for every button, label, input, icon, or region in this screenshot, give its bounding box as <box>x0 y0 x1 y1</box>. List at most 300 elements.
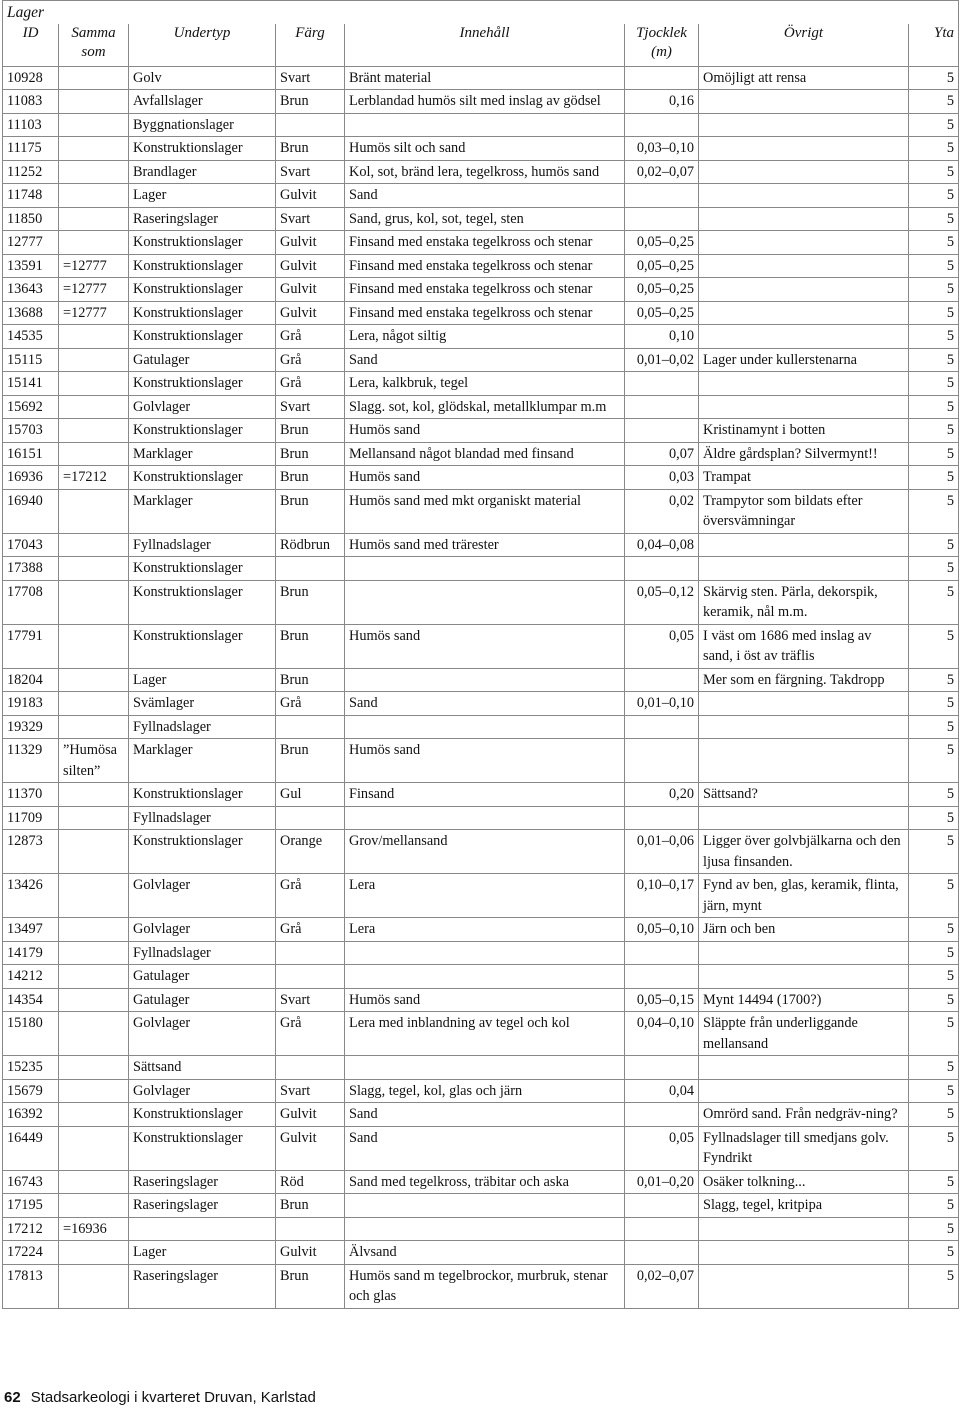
cell-farg <box>276 1056 345 1080</box>
cell-innehall: Kol, sot, bränd lera, tegelkross, humös sand <box>345 160 625 184</box>
cell-undertyp: Raseringslager <box>129 207 276 231</box>
cell-yta: 5 <box>909 783 959 807</box>
table-row <box>3 466 959 490</box>
layer-table <box>2 0 959 1309</box>
cell-id: 16743 <box>3 1170 59 1194</box>
cell-tjocklek: 0,02–0,07 <box>625 1264 699 1308</box>
table-row <box>3 783 959 807</box>
cell-undertyp: Marklager <box>129 489 276 533</box>
cell-id: 17043 <box>3 533 59 557</box>
cell-undertyp: Marklager <box>129 739 276 783</box>
cell-farg <box>276 113 345 137</box>
cell-undertyp: Konstruktionslager <box>129 137 276 161</box>
table-row <box>3 533 959 557</box>
cell-undertyp: Konstruktionslager <box>129 1103 276 1127</box>
cell-undertyp: Konstruktionslager <box>129 783 276 807</box>
cell-ovrigt <box>699 184 909 208</box>
cell-samma-som <box>59 90 129 114</box>
cell-samma-som <box>59 419 129 443</box>
cell-ovrigt <box>699 278 909 302</box>
cell-yta: 5 <box>909 580 959 624</box>
cell-farg <box>276 1217 345 1241</box>
cell-id: 11748 <box>3 184 59 208</box>
table-row <box>3 231 959 255</box>
cell-tjocklek <box>625 1194 699 1218</box>
cell-innehall <box>345 806 625 830</box>
cell-undertyp: Konstruktionslager <box>129 278 276 302</box>
table-row <box>3 965 959 989</box>
cell-ovrigt <box>699 1217 909 1241</box>
cell-yta: 5 <box>909 533 959 557</box>
cell-farg: Gulvit <box>276 184 345 208</box>
cell-yta: 5 <box>909 160 959 184</box>
cell-farg: Brun <box>276 466 345 490</box>
cell-yta: 5 <box>909 66 959 90</box>
cell-undertyp: Gatulager <box>129 348 276 372</box>
cell-ovrigt <box>699 137 909 161</box>
cell-innehall <box>345 1217 625 1241</box>
cell-id: 11850 <box>3 207 59 231</box>
cell-id: 15235 <box>3 1056 59 1080</box>
cell-farg: Gulvit <box>276 1103 345 1127</box>
cell-yta: 5 <box>909 874 959 918</box>
cell-innehall: Humös sand <box>345 739 625 783</box>
cell-ovrigt <box>699 301 909 325</box>
cell-innehall <box>345 941 625 965</box>
cell-undertyp: Brandlager <box>129 160 276 184</box>
cell-samma-som <box>59 1194 129 1218</box>
cell-id: 16936 <box>3 466 59 490</box>
page-number: 62 <box>4 1389 21 1406</box>
table-row <box>3 419 959 443</box>
cell-yta: 5 <box>909 231 959 255</box>
cell-ovrigt <box>699 372 909 396</box>
cell-undertyp: Gatulager <box>129 965 276 989</box>
cell-farg: Gul <box>276 783 345 807</box>
cell-ovrigt: Kristinamynt i botten <box>699 419 909 443</box>
cell-samma-som: =16936 <box>59 1217 129 1241</box>
cell-innehall <box>345 965 625 989</box>
cell-samma-som <box>59 783 129 807</box>
cell-samma-som <box>59 1056 129 1080</box>
publication-title: Stadsarkeologi i kvarteret Druvan, Karlstad <box>30 1389 316 1406</box>
cell-farg: Gulvit <box>276 254 345 278</box>
cell-tjocklek <box>625 806 699 830</box>
cell-yta: 5 <box>909 692 959 716</box>
cell-innehall: Finsand med enstaka tegelkross och stenar <box>345 254 625 278</box>
cell-innehall: Lera <box>345 874 625 918</box>
cell-samma-som <box>59 1012 129 1056</box>
cell-tjocklek: 0,05–0,10 <box>625 918 699 942</box>
cell-farg: Grå <box>276 348 345 372</box>
cell-undertyp: Konstruktionslager <box>129 372 276 396</box>
cell-tjocklek: 0,02–0,07 <box>625 160 699 184</box>
cell-id: 17791 <box>3 624 59 668</box>
cell-id: 14354 <box>3 988 59 1012</box>
cell-samma-som <box>59 113 129 137</box>
cell-undertyp: Raseringslager <box>129 1170 276 1194</box>
cell-id: 11252 <box>3 160 59 184</box>
cell-id: 11709 <box>3 806 59 830</box>
cell-innehall <box>345 668 625 692</box>
cell-innehall: Sand <box>345 184 625 208</box>
cell-id: 11083 <box>3 90 59 114</box>
cell-id: 16940 <box>3 489 59 533</box>
cell-tjocklek: 0,10 <box>625 325 699 349</box>
cell-id: 12777 <box>3 231 59 255</box>
cell-yta: 5 <box>909 965 959 989</box>
table-row <box>3 1241 959 1265</box>
cell-farg: Svart <box>276 1079 345 1103</box>
cell-farg: Brun <box>276 739 345 783</box>
cell-id: 15692 <box>3 395 59 419</box>
cell-tjocklek <box>625 1241 699 1265</box>
cell-tjocklek <box>625 1217 699 1241</box>
cell-yta: 5 <box>909 1217 959 1241</box>
table-row <box>3 1079 959 1103</box>
cell-tjocklek: 0,03 <box>625 466 699 490</box>
cell-ovrigt: Mer som en färgning. Takdropp <box>699 668 909 692</box>
cell-yta: 5 <box>909 395 959 419</box>
cell-yta: 5 <box>909 254 959 278</box>
table-row <box>3 918 959 942</box>
table-row <box>3 668 959 692</box>
cell-tjocklek: 0,03–0,10 <box>625 137 699 161</box>
cell-innehall: Sand med tegelkross, träbitar och aska <box>345 1170 625 1194</box>
table-row <box>3 442 959 466</box>
cell-innehall: Mellansand något blandad med finsand <box>345 442 625 466</box>
cell-samma-som <box>59 918 129 942</box>
cell-tjocklek: 0,02 <box>625 489 699 533</box>
cell-tjocklek: 0,04 <box>625 1079 699 1103</box>
cell-tjocklek: 0,05–0,25 <box>625 231 699 255</box>
cell-undertyp: Byggnationslager <box>129 113 276 137</box>
cell-ovrigt <box>699 325 909 349</box>
cell-undertyp: Marklager <box>129 442 276 466</box>
cell-yta: 5 <box>909 918 959 942</box>
cell-undertyp: Konstruktionslager <box>129 325 276 349</box>
cell-id: 13497 <box>3 918 59 942</box>
cell-ovrigt <box>699 231 909 255</box>
cell-samma-som <box>59 874 129 918</box>
table-row <box>3 1217 959 1241</box>
cell-id: 16151 <box>3 442 59 466</box>
table-row <box>3 715 959 739</box>
table-row <box>3 988 959 1012</box>
cell-farg <box>276 557 345 581</box>
cell-farg: Grå <box>276 918 345 942</box>
cell-farg: Brun <box>276 624 345 668</box>
cell-ovrigt <box>699 1264 909 1308</box>
cell-tjocklek: 0,05–0,12 <box>625 580 699 624</box>
cell-yta: 5 <box>909 557 959 581</box>
cell-samma-som <box>59 1126 129 1170</box>
cell-undertyp <box>129 1217 276 1241</box>
cell-samma-som <box>59 624 129 668</box>
cell-ovrigt: I väst om 1686 med inslag av sand, i öst av träflis <box>699 624 909 668</box>
cell-id: 18204 <box>3 668 59 692</box>
cell-farg: Grå <box>276 1012 345 1056</box>
cell-tjocklek: 0,05 <box>625 1126 699 1170</box>
cell-id: 17224 <box>3 1241 59 1265</box>
cell-tjocklek: 0,05–0,25 <box>625 254 699 278</box>
page-footer <box>4 1389 316 1406</box>
cell-tjocklek: 0,01–0,20 <box>625 1170 699 1194</box>
cell-yta: 5 <box>909 184 959 208</box>
cell-id: 14212 <box>3 965 59 989</box>
cell-ovrigt: Äldre gårdsplan? Silvermynt!! <box>699 442 909 466</box>
cell-innehall: Humös sand <box>345 624 625 668</box>
cell-tjocklek <box>625 1103 699 1127</box>
cell-innehall: Lera med inblandning av tegel och kol <box>345 1012 625 1056</box>
cell-innehall: Älvsand <box>345 1241 625 1265</box>
table-row <box>3 1126 959 1170</box>
cell-innehall: Finsand med enstaka tegelkross och stenar <box>345 278 625 302</box>
cell-farg: Gulvit <box>276 301 345 325</box>
cell-innehall: Finsand med enstaka tegelkross och stenar <box>345 231 625 255</box>
cell-yta: 5 <box>909 1056 959 1080</box>
cell-yta: 5 <box>909 90 959 114</box>
cell-yta: 5 <box>909 113 959 137</box>
cell-id: 15679 <box>3 1079 59 1103</box>
cell-farg: Brun <box>276 580 345 624</box>
cell-innehall: Humös sand m tegelbrockor, murbruk, stenar och glas <box>345 1264 625 1308</box>
cell-undertyp: Konstruktionslager <box>129 231 276 255</box>
cell-farg: Brun <box>276 442 345 466</box>
cell-id: 16449 <box>3 1126 59 1170</box>
cell-innehall: Humös sand med mkt organiskt material <box>345 489 625 533</box>
cell-yta: 5 <box>909 278 959 302</box>
cell-yta: 5 <box>909 419 959 443</box>
table-row <box>3 806 959 830</box>
cell-farg: Grå <box>276 325 345 349</box>
cell-ovrigt <box>699 1241 909 1265</box>
table-row <box>3 348 959 372</box>
cell-innehall: Humös silt och sand <box>345 137 625 161</box>
cell-innehall: Slagg, tegel, kol, glas och järn <box>345 1079 625 1103</box>
cell-samma-som <box>59 692 129 716</box>
header-innehall: Innehåll <box>345 24 625 67</box>
cell-innehall: Humös sand <box>345 466 625 490</box>
table-row <box>3 301 959 325</box>
cell-innehall <box>345 715 625 739</box>
cell-farg: Brun <box>276 1194 345 1218</box>
cell-farg: Brun <box>276 137 345 161</box>
table-row <box>3 489 959 533</box>
cell-id: 13591 <box>3 254 59 278</box>
cell-samma-som <box>59 325 129 349</box>
cell-ovrigt <box>699 395 909 419</box>
cell-innehall: Sand <box>345 1126 625 1170</box>
cell-tjocklek <box>625 557 699 581</box>
cell-innehall: Lera <box>345 918 625 942</box>
table-row <box>3 66 959 90</box>
cell-yta: 5 <box>909 489 959 533</box>
cell-farg: Brun <box>276 668 345 692</box>
cell-ovrigt <box>699 692 909 716</box>
cell-innehall: Finsand <box>345 783 625 807</box>
cell-innehall <box>345 580 625 624</box>
cell-innehall <box>345 557 625 581</box>
cell-samma-som <box>59 988 129 1012</box>
cell-yta: 5 <box>909 207 959 231</box>
cell-yta: 5 <box>909 372 959 396</box>
cell-yta: 5 <box>909 1012 959 1056</box>
cell-samma-som <box>59 137 129 161</box>
cell-id: 14179 <box>3 941 59 965</box>
cell-samma-som <box>59 1079 129 1103</box>
cell-samma-som <box>59 395 129 419</box>
cell-samma-som <box>59 580 129 624</box>
cell-tjocklek: 0,05–0,25 <box>625 301 699 325</box>
table-row <box>3 325 959 349</box>
cell-samma-som: =12777 <box>59 254 129 278</box>
cell-id: 17195 <box>3 1194 59 1218</box>
cell-tjocklek <box>625 207 699 231</box>
cell-farg: Gulvit <box>276 231 345 255</box>
table-row <box>3 1170 959 1194</box>
cell-farg <box>276 941 345 965</box>
cell-yta: 5 <box>909 1103 959 1127</box>
cell-undertyp: Konstruktionslager <box>129 1126 276 1170</box>
table-row <box>3 1264 959 1308</box>
cell-farg: Brun <box>276 1264 345 1308</box>
cell-undertyp: Sättsand <box>129 1056 276 1080</box>
cell-undertyp: Lager <box>129 184 276 208</box>
cell-yta: 5 <box>909 348 959 372</box>
cell-farg: Röd <box>276 1170 345 1194</box>
cell-innehall: Humös sand <box>345 419 625 443</box>
cell-innehall <box>345 1056 625 1080</box>
cell-samma-som <box>59 557 129 581</box>
cell-farg: Gulvit <box>276 1126 345 1170</box>
cell-innehall: Sand <box>345 348 625 372</box>
cell-undertyp: Golvlager <box>129 395 276 419</box>
cell-samma-som <box>59 184 129 208</box>
header-yta: Yta <box>909 24 959 67</box>
cell-tjocklek: 0,04–0,10 <box>625 1012 699 1056</box>
cell-tjocklek: 0,04–0,08 <box>625 533 699 557</box>
cell-tjocklek: 0,07 <box>625 442 699 466</box>
cell-ovrigt: Järn och ben <box>699 918 909 942</box>
table-row <box>3 90 959 114</box>
cell-innehall <box>345 113 625 137</box>
cell-tjocklek: 0,16 <box>625 90 699 114</box>
cell-yta: 5 <box>909 715 959 739</box>
cell-samma-som <box>59 207 129 231</box>
cell-samma-som <box>59 231 129 255</box>
cell-undertyp: Konstruktionslager <box>129 580 276 624</box>
table-row <box>3 137 959 161</box>
cell-id: 11175 <box>3 137 59 161</box>
table-row <box>3 207 959 231</box>
cell-innehall: Lera, kalkbruk, tegel <box>345 372 625 396</box>
table-row <box>3 830 959 874</box>
cell-ovrigt: Osäker tolkning... <box>699 1170 909 1194</box>
table-row <box>3 254 959 278</box>
cell-ovrigt <box>699 941 909 965</box>
cell-tjocklek <box>625 941 699 965</box>
cell-undertyp: Konstruktionslager <box>129 466 276 490</box>
cell-ovrigt <box>699 965 909 989</box>
cell-tjocklek: 0,20 <box>625 783 699 807</box>
cell-tjocklek <box>625 1056 699 1080</box>
cell-samma-som <box>59 1264 129 1308</box>
cell-innehall: Lera, något siltig <box>345 325 625 349</box>
cell-samma-som <box>59 830 129 874</box>
cell-ovrigt <box>699 113 909 137</box>
cell-yta: 5 <box>909 1126 959 1170</box>
cell-undertyp: Konstruktionslager <box>129 419 276 443</box>
cell-yta: 5 <box>909 1194 959 1218</box>
cell-farg: Svart <box>276 160 345 184</box>
cell-samma-som <box>59 442 129 466</box>
table-row <box>3 739 959 783</box>
header-samma-som: Samma som <box>59 24 129 67</box>
table-caption-row <box>3 1 959 24</box>
cell-yta: 5 <box>909 1170 959 1194</box>
cell-innehall: Sand <box>345 1103 625 1127</box>
table-caption: Lager <box>3 1 959 24</box>
table-row <box>3 278 959 302</box>
cell-ovrigt: Skärvig sten. Pärla, dekorspik, keramik, nål m.m. <box>699 580 909 624</box>
cell-undertyp: Raseringslager <box>129 1264 276 1308</box>
cell-yta: 5 <box>909 1079 959 1103</box>
cell-id: 17212 <box>3 1217 59 1241</box>
cell-yta: 5 <box>909 941 959 965</box>
cell-farg: Brun <box>276 90 345 114</box>
cell-innehall: Humös sand med trärester <box>345 533 625 557</box>
cell-farg: Svart <box>276 207 345 231</box>
cell-ovrigt <box>699 739 909 783</box>
cell-yta: 5 <box>909 301 959 325</box>
cell-tjocklek: 0,05 <box>625 624 699 668</box>
cell-tjocklek <box>625 372 699 396</box>
table-header-row <box>3 24 959 67</box>
cell-farg: Svart <box>276 988 345 1012</box>
cell-yta: 5 <box>909 137 959 161</box>
cell-undertyp: Fyllnadslager <box>129 715 276 739</box>
cell-tjocklek <box>625 715 699 739</box>
cell-yta: 5 <box>909 442 959 466</box>
cell-ovrigt: Slagg, tegel, kritpipa <box>699 1194 909 1218</box>
cell-ovrigt <box>699 207 909 231</box>
cell-innehall: Slagg. sot, kol, glödskal, metallklumpar m.m <box>345 395 625 419</box>
header-undertyp: Undertyp <box>129 24 276 67</box>
cell-samma-som <box>59 941 129 965</box>
cell-id: 15115 <box>3 348 59 372</box>
cell-tjocklek <box>625 739 699 783</box>
cell-tjocklek <box>625 965 699 989</box>
table-body <box>3 66 959 1308</box>
cell-samma-som <box>59 806 129 830</box>
cell-ovrigt <box>699 254 909 278</box>
cell-id: 19329 <box>3 715 59 739</box>
cell-ovrigt <box>699 90 909 114</box>
cell-farg: Svart <box>276 395 345 419</box>
cell-yta: 5 <box>909 739 959 783</box>
cell-ovrigt <box>699 715 909 739</box>
cell-samma-som: =17212 <box>59 466 129 490</box>
cell-ovrigt: Omöjligt att rensa <box>699 66 909 90</box>
cell-samma-som <box>59 1170 129 1194</box>
cell-id: 13643 <box>3 278 59 302</box>
cell-id: 16392 <box>3 1103 59 1127</box>
header-farg: Färg <box>276 24 345 67</box>
table-row <box>3 624 959 668</box>
cell-samma-som <box>59 160 129 184</box>
cell-undertyp: Fyllnadslager <box>129 533 276 557</box>
